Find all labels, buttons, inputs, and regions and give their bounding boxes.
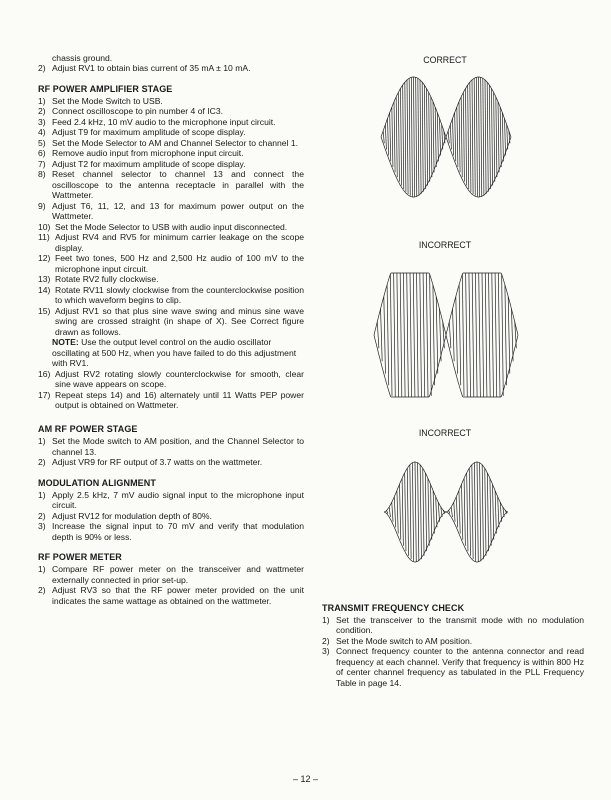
- list-item: 3) Feed 2.4 kHz, 10 mV audio to the microphone input circuit.: [38, 116, 276, 127]
- rf-meter-steps: [38, 564, 304, 606]
- list-item: 12) Feet two tones, 500 Hz and 2,500 Hz audio of 100 mV to the microphone input circuit.: [38, 253, 304, 274]
- list-item: 3) Increase the signal input to 70 mV and verify that modulation depth is 90% or less.: [38, 521, 304, 542]
- am-rf-section: [38, 424, 304, 467]
- section-title: TRANSMIT FREQUENCY CHECK: [322, 603, 465, 613]
- list-item: 2) Set the Mode switch to AM position.: [322, 635, 473, 646]
- rf-amplifier-steps-cont: [38, 369, 304, 411]
- list-item: 2) Adjust VR9 for RF output of 3.7 watts on the wattmeter.: [38, 457, 263, 468]
- waveform-incorrect-pinched: [376, 452, 516, 572]
- am-rf-steps: [38, 436, 304, 467]
- bias-step: [38, 63, 304, 73]
- list-item: 10) Set the Mode Selector to USB with audio input disconnected.: [38, 221, 288, 232]
- list-item: 4) Adjust T9 for maximum amplitude of scope display.: [38, 127, 246, 138]
- list-item: 1) Set the transceiver to the transmit mode with no modulation condition.: [322, 614, 584, 636]
- list-item: 9) Adjust T6, 11, 12, and 13 for maximum power output on the Wattmeter.: [38, 200, 304, 222]
- section-title: AM RF POWER STAGE: [38, 424, 138, 435]
- list-item: 14) Rotate RV11 slowly clockwise from the counterclockwise position to which waveform begins to clip.: [38, 284, 304, 306]
- figure-label-incorrect-1: INCORRECT: [418, 240, 472, 250]
- list-item: 1) Set the Mode Switch to USB.: [38, 95, 163, 106]
- list-item: 1) Set the Mode switch to AM position, and the Channel Selector to channel 13.: [38, 436, 304, 457]
- list-item: 17) Repeat steps 14) and 16) alternately until 11 Watts PEP power output is obtained on Wattmeter.: [38, 389, 304, 410]
- list-item: 13) Rotate RV2 fully clockwise.: [38, 274, 159, 285]
- figure-label-incorrect-2: INCORRECT: [418, 428, 472, 438]
- continued-text: chassis ground.: [52, 53, 113, 63]
- list-item: 5) Set the Mode Selector to AM and Channel Selector to channel 1.: [38, 137, 299, 148]
- list-item: 2) Connect oscilloscope to pin number 4 of IC3.: [38, 106, 224, 117]
- list-item: 8) Reset channel selector to channel 13 and connect the oscilloscope to the antenna receptacle in parallel with the Wattmeter.: [38, 169, 304, 201]
- section-title: MODULATION ALIGNMENT: [38, 477, 156, 488]
- left-column: [38, 53, 304, 606]
- section-title: RF POWER AMPLIFIER STAGE: [38, 83, 173, 94]
- transmit-frequency-steps: [322, 615, 584, 688]
- list-item: 2) Adjust RV3 so that the RF power meter provided on the unit indicates the same wattage as obtained on the wattmeter.: [38, 585, 304, 606]
- list-item: 6) Remove audio input from microphone input circuit.: [38, 148, 244, 159]
- list-item: 7) Adjust T2 for maximum amplitude of scope display.: [38, 158, 246, 169]
- rf-amplifier-steps: [38, 96, 304, 337]
- list-item: 16) Adjust RV2 rotating slowly counterclockwise for smooth, clear sine wave appears on scope.: [38, 368, 304, 390]
- page-number: – 12 –: [292, 774, 319, 784]
- list-item: 2) Adjust RV12 for modulation depth of 80%.: [38, 510, 212, 521]
- list-item: 15) Adjust RV1 so that plus sine wave swing and minus sine wave swing are crossed straight (in shape of X). See Correct figure drawn as follows.: [38, 305, 304, 337]
- waveform-correct: [376, 70, 516, 205]
- figure-label-correct: CORRECT: [423, 55, 467, 65]
- waveform-incorrect-flat: [366, 265, 526, 405]
- list-item: 1) Apply 2.5 kHz, 7 mV audio signal input to the microphone input circuit.: [38, 489, 304, 511]
- note: NOTE: Use the output level control on the audio oscillator oscillating at 500 Hz, when you have failed to do this adjustment with RV1.: [52, 337, 297, 369]
- rf-amplifier-section: [38, 84, 304, 411]
- list-item: 11) Adjust RV4 and RV5 for minimum carrier leakage on the scope display.: [38, 232, 304, 253]
- rf-meter-section: [38, 552, 304, 606]
- list-item: 3) Connect frequency counter to the antenna connector and read frequency at each channel. Verify that frequency is within 800 Hz of center channel frequency as tabulated in the PLL Frequency Table in page 14.: [322, 646, 584, 688]
- right-column: [322, 603, 584, 688]
- section-title: RF POWER METER: [38, 552, 122, 563]
- modulation-steps: [38, 490, 304, 542]
- list-item: 1) Compare RF power meter on the transceiver and wattmeter externally connected in prior set-up.: [38, 564, 304, 585]
- modulation-section: [38, 478, 304, 542]
- list-item: 2) Adjust RV1 to obtain bias current of 35 mA ± 10 mA.: [38, 63, 251, 74]
